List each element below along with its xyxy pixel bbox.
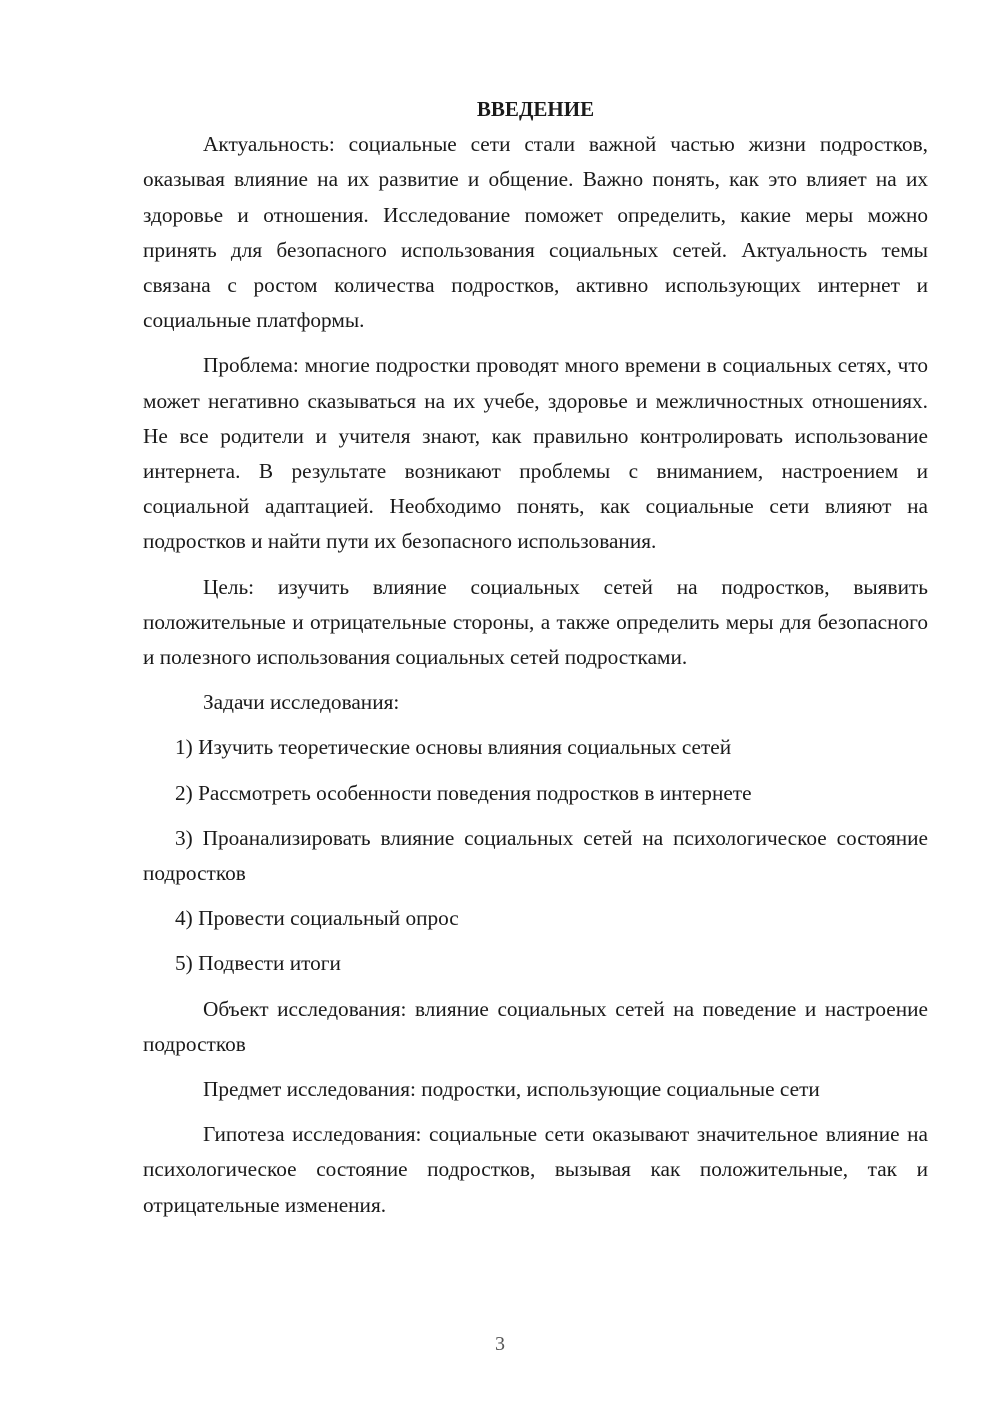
- page-title: ВВЕДЕНИЕ: [476, 97, 595, 121]
- task-item-4: 4) Провести социальный опрос: [175, 906, 459, 931]
- paragraph-problem: Проблема: многие подростки проводят много времени в социальных сетях, что может негативно сказываться на их учебе, здоровье и межличностных отношениях. Не все родители и учителя знают, как правильно контролировать использование интернета. В результате возникают проблемы с вниманием, настроением и социальной адаптацией. Необходимо понять, как социальные сети влияют на подростков и найти пути их безопасного использования.: [143, 353, 928, 554]
- paragraph-hypothesis: Гипотеза исследования: социальные сети оказывают значительное влияние на психологическое состояние подростков, вызывая как положительные, так и отрицательные изменения.: [143, 1122, 928, 1217]
- page-content: [143, 92, 928, 1233]
- task-item-1: 1) Изучить теоретические основы влияния социальных сетей: [175, 735, 732, 760]
- paragraph-object: Объект исследования: влияние социальных сетей на поведение и настроение подростков: [143, 996, 928, 1056]
- task-item-2: 2) Рассмотреть особенности поведения подростков в интернете: [175, 780, 752, 805]
- paragraph-relevance: Актуальность: социальные сети стали важной частью жизни подростков, оказывая влияние на их развитие и общение. Важно понять, как это влияет на их здоровье и отношения. Исследование поможет определить, какие меры можно принять для безопасного использования социальных сетей. Актуальность темы связана с ростом количества подростков, активно использующих интернет и социальные платформы.: [143, 132, 928, 333]
- page-number: 3: [495, 1333, 505, 1355]
- task-item-3: 3) Проанализировать влияние социальных сетей на психологическое состояние подростков: [143, 825, 928, 886]
- paragraph-goal: Цель: изучить влияние социальных сетей на подростков, выявить положительные и отрицательные стороны, а также определить меры для безопасного и полезного использования социальных сетей подростками.: [143, 574, 928, 670]
- tasks-heading: Задачи исследования:: [203, 690, 400, 715]
- paragraph-subject: Предмет исследования: подростки, использующие социальные сети: [203, 1077, 820, 1102]
- task-item-5: 5) Подвести итоги: [175, 951, 341, 976]
